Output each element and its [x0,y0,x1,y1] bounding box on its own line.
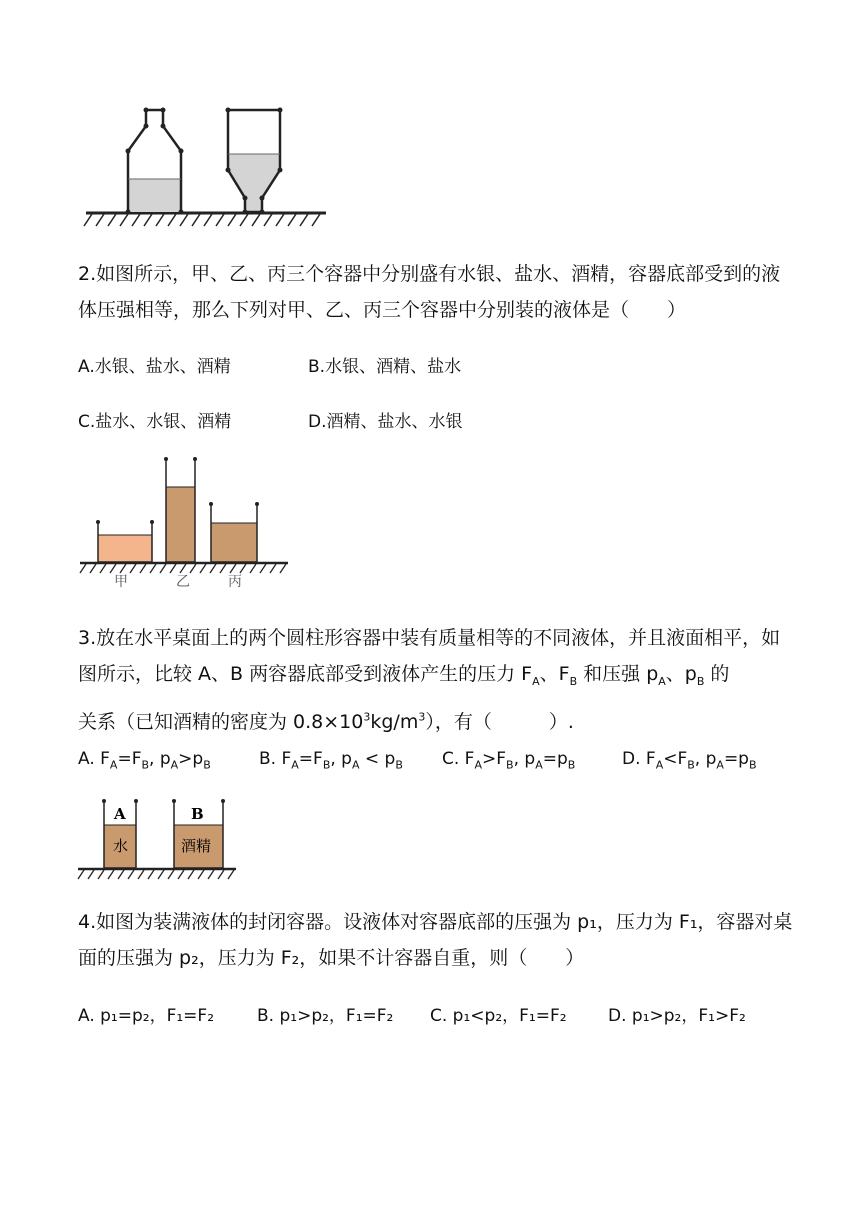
label-b: B [191,805,204,823]
q2-stem: 2.如图所示，甲、乙、丙三个容器中分别盛有水银、盐水、酒精，容器底部受到的液体压强相等，那么下列对甲、乙、丙三个容器中分别装的液体是（ ） [78,263,781,321]
figure-containers-ab [0,795,860,895]
q3-stem [78,620,798,740]
q3-stem-main: 3.放在水平桌面上的两个圆柱形容器中装有质量相等的不同液体，并且液面相平，如图所示，比较 A、B 两容器底部受到液体产生的压力 $F_A$、$F_B$ 和压强 $p_A$、$p_B$ 的 [78,627,781,688]
figure-three-containers [0,452,860,592]
label-a: A [114,805,126,823]
label-alcohol: 酒精 [181,837,212,855]
label-water: 水 [113,837,129,855]
q2-option-c[interactable]: C.盐水、水银、酒精 [78,412,232,432]
container-yi-liquid [166,487,195,562]
container-jia-liquid [98,535,152,562]
label-bing: 丙 [228,574,242,590]
q3-option-c[interactable]: C. $F_A>F_B$, $p_A=p_B$ [442,749,576,772]
q3-option-b[interactable]: B. $F_A=F_B$, $p_A < p_B$ [259,749,403,772]
figure-bottles [0,0,860,240]
label-yi: 乙 [176,574,190,590]
container-bing-liquid [211,523,257,562]
label-jia: 甲 [114,574,128,590]
q4-stem: 4.如图为装满液体的封闭容器。设液体对容器底部的压强为 p₁，压力为 F₁，容器对桌面的压强为 p₂，压力为 F₂，如果不计容器自重，则（ ） [78,911,793,969]
q4-option-a[interactable]: A. p₁=p₂，F₁=F₂ [78,1006,215,1026]
bottle1-liquid [128,179,181,212]
q3-stem-rest: 关系（已知酒精的密度为 $0.8\times 10^3kg/m^3$），有（ ）. [78,710,574,734]
q4-option-b[interactable]: B. p₁>p₂，F₁=F₂ [257,1006,394,1026]
q4-option-d[interactable]: D. p₁>p₂，F₁>F₂ [608,1006,746,1026]
q2-option-b[interactable]: B.水银、酒精、盐水 [308,357,462,377]
q2-option-d[interactable]: D.酒精、盐水、水银 [308,412,463,432]
q2-option-a[interactable]: A.水银、盐水、酒精 [78,357,231,377]
q3-option-a[interactable]: A. $F_A=F_B$, $p_A>p_B$ [78,749,211,772]
q3-option-d[interactable]: D. $F_A<F_B$, $p_A=p_B$ [622,749,757,772]
q4-option-c[interactable]: C. p₁<p₂，F₁=F₂ [430,1006,567,1026]
